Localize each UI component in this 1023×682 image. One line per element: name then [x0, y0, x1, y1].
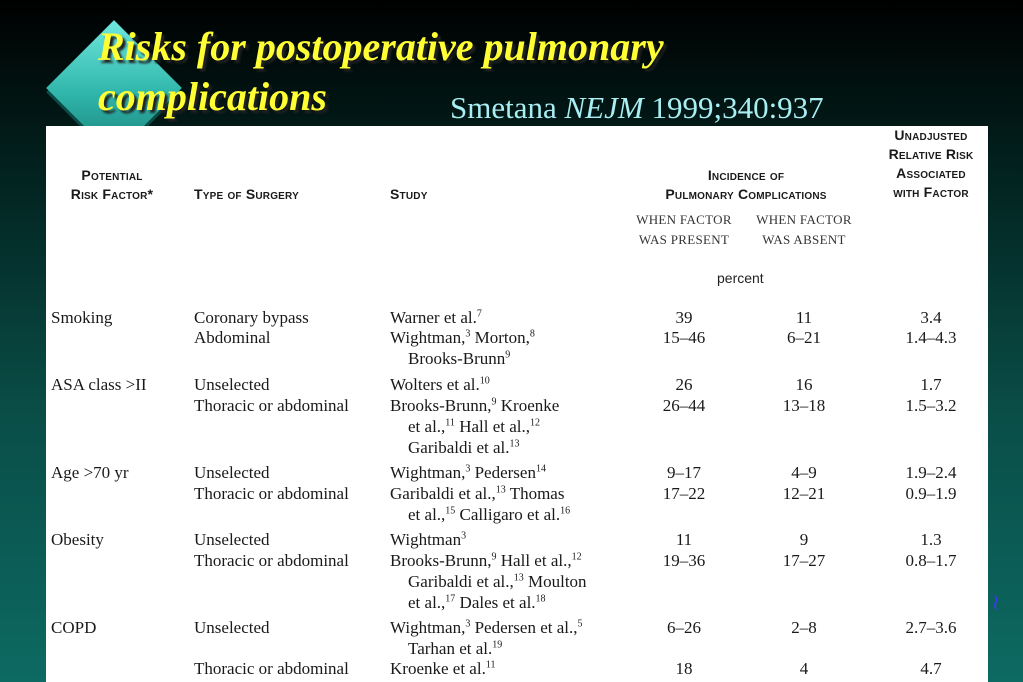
cell-study — [390, 529, 466, 550]
header-risk-line1: Unadjusted — [894, 127, 968, 143]
study-line — [390, 504, 570, 525]
header-incidence-line1: Incidence of — [707, 167, 785, 183]
cell-surgery: Thoracic or abdominal — [194, 484, 349, 503]
study-ref: 14 — [535, 463, 546, 475]
cell-absent: 2–8 — [791, 618, 817, 637]
cell-present: 11 — [675, 530, 693, 549]
cell-present: 9–17 — [667, 463, 701, 482]
study-text: Brooks-Brunn — [408, 349, 506, 368]
study-line — [390, 571, 587, 592]
study-ref: 11 — [445, 417, 455, 429]
study-text: Hall et al., — [496, 551, 572, 570]
study-ref: 12 — [571, 551, 582, 563]
header-risk-line3: Associated — [896, 165, 966, 181]
citation — [450, 90, 824, 126]
header-present-line2: WAS PRESENT — [638, 232, 730, 247]
header-unit: percent — [717, 270, 764, 286]
study-ref: 3 — [461, 530, 467, 542]
study-line — [390, 592, 587, 613]
cell-study — [390, 550, 587, 613]
cell-present: 6–26 — [667, 618, 701, 637]
study-line — [390, 327, 535, 348]
study-text: Wightman, — [390, 618, 466, 637]
study-ref: 13 — [495, 484, 506, 496]
cell-present: 19–36 — [662, 551, 706, 570]
study-line — [390, 416, 559, 437]
cell-risk: 1.3 — [920, 530, 942, 549]
study-line — [390, 395, 559, 416]
cell-surgery: Thoracic or abdominal — [194, 396, 349, 415]
study-text: Wightman, — [390, 328, 466, 347]
study-ref: 9 — [491, 396, 497, 408]
study-text: et al., — [408, 505, 446, 524]
study-line — [390, 617, 583, 638]
cell-risk: 1.7 — [920, 375, 942, 394]
study-ref: 18 — [535, 593, 546, 605]
study-ref: 13 — [513, 572, 524, 584]
cell-absent: 4 — [799, 659, 809, 678]
cell-surgery: Unselected — [194, 463, 270, 482]
title-line-2: complications — [98, 74, 327, 119]
cell-study — [390, 307, 482, 328]
study-ref: 15 — [445, 505, 456, 517]
study-ref: 12 — [530, 417, 540, 429]
cell-surgery: Thoracic or abdominal — [194, 659, 349, 678]
cell-surgery: Abdominal — [194, 328, 271, 347]
header-absent-line2: WAS ABSENT — [762, 232, 846, 247]
study-text: Dales et al. — [455, 593, 536, 612]
header-surgery: Type of Surgery — [194, 186, 299, 202]
cell-absent: 4–9 — [791, 463, 817, 482]
cell-surgery: Thoracic or abdominal — [194, 551, 349, 570]
cell-present: 17–22 — [662, 484, 706, 503]
study-text: Wightman — [390, 530, 462, 549]
study-ref: 13 — [509, 438, 520, 450]
citation-author: Smetana — [450, 90, 557, 125]
header-absent-line1: WHEN FACTOR — [756, 212, 852, 227]
study-line — [390, 348, 535, 369]
citation-journal: NEJM — [564, 90, 644, 125]
study-text: Kroenke et al. — [390, 659, 486, 678]
cell-present: 26–44 — [662, 396, 706, 415]
study-ref: 9 — [505, 349, 511, 361]
header-risk-line2: Relative Risk — [888, 146, 974, 162]
study-text: Pedersen et al., — [470, 618, 578, 637]
cell-factor: Obesity — [51, 530, 104, 549]
header-risk-factor-line1: Potential — [81, 167, 143, 183]
cell-study — [390, 327, 535, 369]
study-ref: 5 — [577, 618, 583, 630]
study-line — [390, 550, 587, 571]
header-risk-factor — [52, 166, 172, 204]
cell-study — [390, 658, 495, 679]
study-text: Wightman, — [390, 463, 466, 482]
study-ref: 10 — [479, 375, 490, 387]
cell-absent: 13–18 — [782, 396, 826, 415]
study-text: Warner et al. — [390, 308, 477, 327]
header-present — [624, 210, 744, 250]
study-line — [390, 437, 559, 458]
study-line — [390, 483, 570, 504]
study-text: Hall et al., — [454, 417, 530, 436]
header-absent — [744, 210, 864, 250]
study-text: Pedersen — [470, 463, 536, 482]
header-incidence — [626, 166, 866, 204]
cell-absent: 17–27 — [782, 551, 826, 570]
cell-study — [390, 395, 559, 458]
study-text: Wolters et al. — [390, 375, 480, 394]
pen-mark-icon: ~ — [982, 593, 1008, 612]
cell-surgery: Unselected — [194, 530, 270, 549]
cell-present: 18 — [675, 659, 693, 678]
cell-surgery: Unselected — [194, 618, 270, 637]
cell-present: 39 — [675, 308, 693, 327]
cell-factor: Smoking — [51, 308, 113, 327]
header-incidence-line2: Pulmonary Complications — [665, 186, 827, 202]
study-text: Brooks-Brunn, — [390, 396, 492, 415]
cell-risk: 0.9–1.9 — [905, 484, 957, 503]
study-text: Brooks-Brunn, — [390, 551, 492, 570]
study-ref: 7 — [476, 308, 482, 320]
study-text: Kroenke — [496, 396, 560, 415]
study-text: Garibaldi et al., — [408, 572, 514, 591]
header-risk-line4: with Factor — [893, 184, 969, 200]
study-text: Calligaro et al. — [455, 505, 561, 524]
study-ref: 3 — [465, 328, 471, 340]
cell-absent: 9 — [799, 530, 809, 549]
cell-risk: 3.4 — [920, 308, 942, 327]
study-ref: 9 — [491, 551, 497, 563]
cell-risk: 2.7–3.6 — [905, 618, 957, 637]
cell-present: 26 — [675, 375, 693, 394]
study-line — [390, 638, 583, 659]
study-ref: 8 — [529, 328, 535, 340]
cell-present: 15–46 — [662, 328, 706, 347]
cell-absent: 6–21 — [787, 328, 821, 347]
cell-factor: ASA class >II — [51, 375, 147, 394]
study-ref: 3 — [465, 618, 471, 630]
risk-table — [46, 126, 988, 682]
cell-risk: 1.5–3.2 — [905, 396, 957, 415]
cell-factor: COPD — [51, 618, 97, 637]
header-relative-risk — [872, 126, 988, 202]
cell-risk: 1.9–2.4 — [905, 463, 957, 482]
cell-study — [390, 462, 546, 483]
header-present-line1: WHEN FACTOR — [636, 212, 732, 227]
study-text: Tarhan et al. — [408, 639, 493, 658]
cell-study — [390, 374, 490, 395]
study-text: et al., — [408, 593, 446, 612]
study-text: Morton, — [470, 328, 530, 347]
title-line-1: Risks for postoperative pulmonary — [98, 24, 664, 69]
cell-surgery: Coronary bypass — [194, 308, 309, 327]
cell-absent: 12–21 — [782, 484, 826, 503]
study-text: Thomas — [505, 484, 565, 503]
study-ref: 19 — [492, 639, 503, 651]
cell-factor: Age >70 yr — [51, 463, 129, 482]
cell-risk: 4.7 — [920, 659, 942, 678]
study-text: et al., — [408, 417, 446, 436]
cell-study — [390, 617, 583, 659]
cell-surgery: Unselected — [194, 375, 270, 394]
header-risk-factor-line2: Risk Factor* — [70, 186, 154, 202]
cell-absent: 16 — [795, 375, 813, 394]
study-text: Moulton — [523, 572, 587, 591]
study-ref: 16 — [560, 505, 571, 517]
study-ref: 3 — [465, 463, 471, 475]
header-study: Study — [390, 186, 428, 202]
cell-absent: 11 — [795, 308, 813, 327]
study-ref: 11 — [485, 659, 496, 671]
cell-risk: 1.4–4.3 — [905, 328, 957, 347]
study-ref: 17 — [445, 593, 456, 605]
study-text: Garibaldi et al., — [390, 484, 496, 503]
cell-study — [390, 483, 570, 525]
citation-ref: 1999;340:937 — [651, 90, 824, 125]
study-text: Garibaldi et al. — [408, 438, 510, 457]
cell-risk: 0.8–1.7 — [905, 551, 957, 570]
